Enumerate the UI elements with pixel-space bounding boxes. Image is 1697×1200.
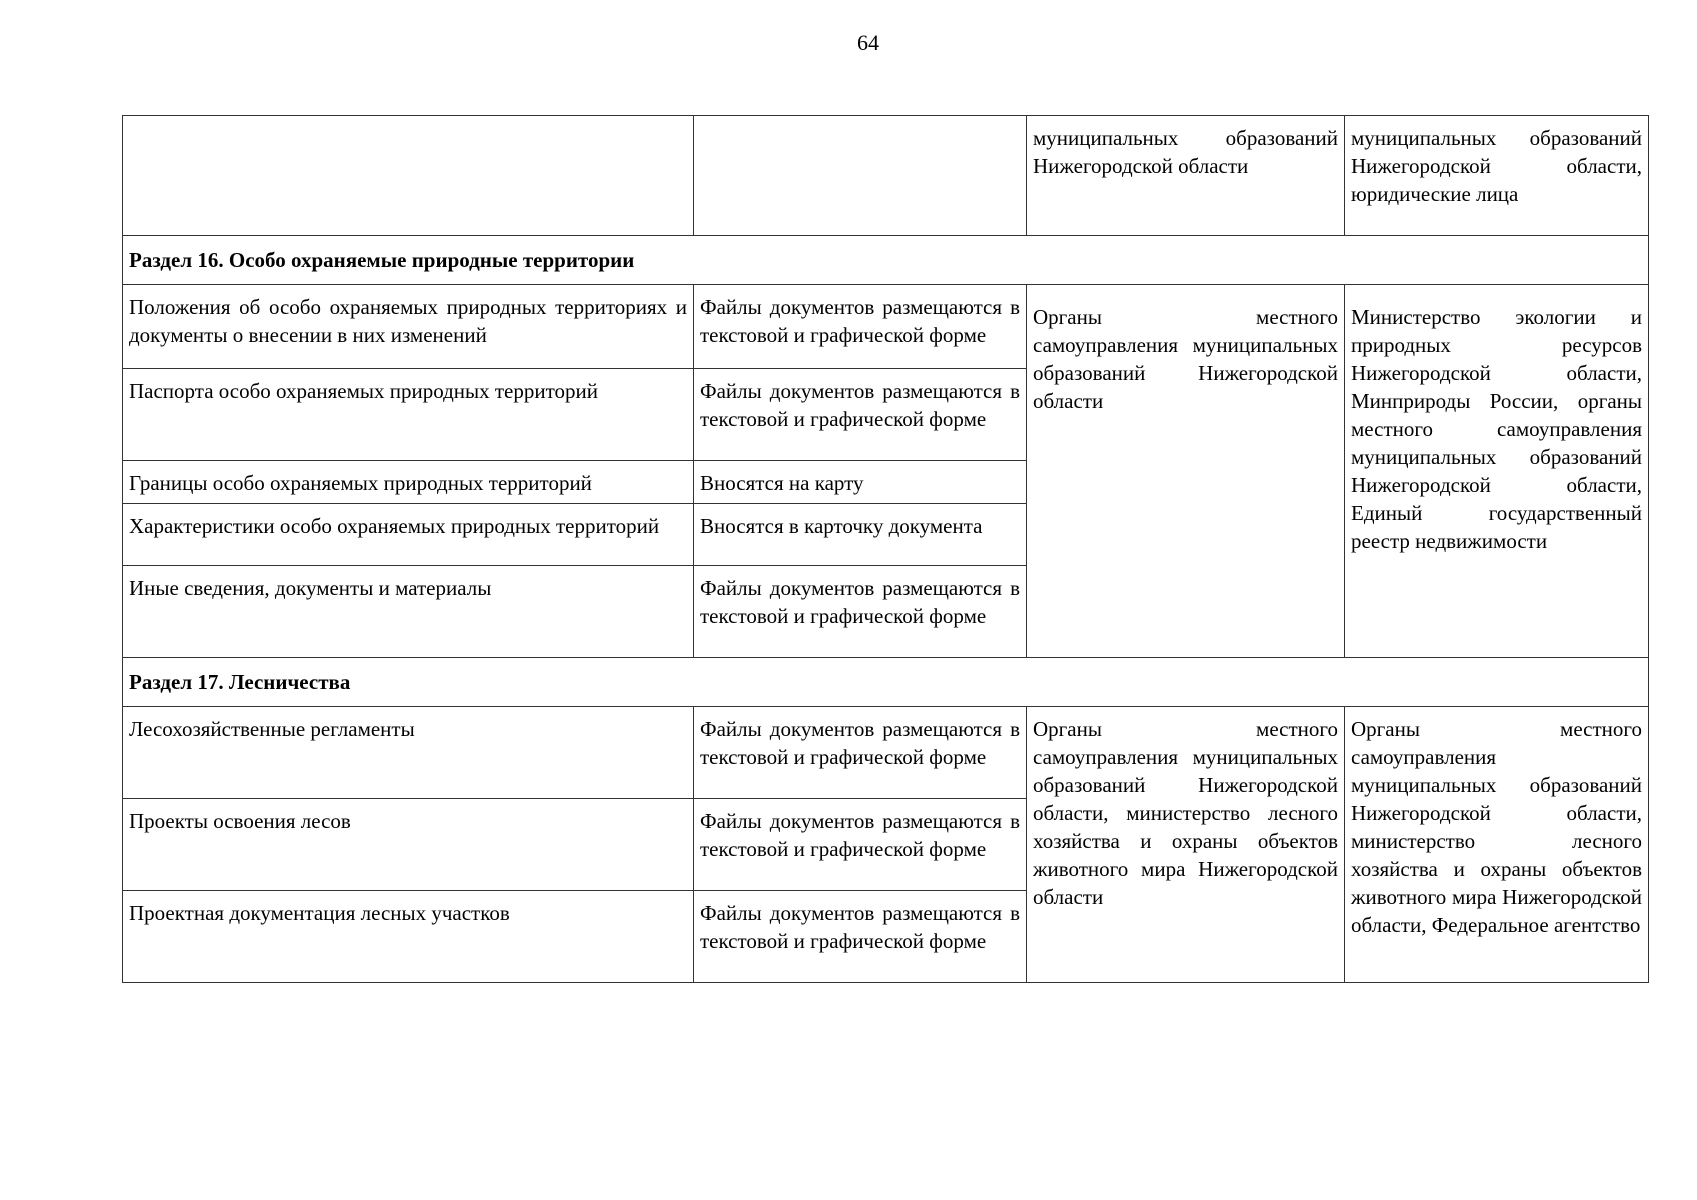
section-title: Раздел 16. Особо охраняемые природные территории (123, 236, 1649, 285)
cell-format: Вносятся на карту (694, 461, 1027, 504)
section-header-row (123, 658, 1649, 707)
cell-sources: Органы местного самоуправления муниципальных образований Нижегородской области, министерство лесного хозяйства и охраны объектов животного мира Нижегородской области, Федеральное агентство (1345, 707, 1649, 983)
cell-format: Файлы документов размещаются в текстовой и графической форме (694, 891, 1027, 983)
cell-sources: Министерство экологии и природных ресурсов Нижегородской области, Минприроды России, органы местного самоуправления муниципальных образований Нижегородской области, Единый государственный реестр недвижимости (1345, 285, 1649, 658)
table-row (123, 285, 1649, 369)
continuation-row (123, 116, 1649, 236)
table-row (123, 707, 1649, 799)
cell-item: Проекты освоения лесов (123, 799, 694, 891)
cell-format: Файлы документов размещаются в текстовой и графической форме (694, 285, 1027, 369)
cell-format: Файлы документов размещаются в текстовой и графической форме (694, 799, 1027, 891)
cell-format: Файлы документов размещаются в текстовой и графической форме (694, 369, 1027, 461)
page-number: 64 (857, 30, 879, 55)
cell-holder: муниципальных образований Нижегородской области (1027, 116, 1345, 236)
cell-item (123, 116, 694, 236)
section-title: Раздел 17. Лесничества (123, 658, 1649, 707)
cell-item: Границы особо охраняемых природных территорий (123, 461, 694, 504)
cell-item: Паспорта особо охраняемых природных территорий (123, 369, 694, 461)
cell-holder: Органы местного самоуправления муниципальных образований Нижегородской области (1027, 285, 1345, 658)
cell-item: Иные сведения, документы и материалы (123, 566, 694, 658)
cell-format: Файлы документов размещаются в текстовой и графической форме (694, 566, 1027, 658)
cell-format: Вносятся в карточку документа (694, 504, 1027, 566)
cell-item: Характеристики особо охраняемых природных территорий (123, 504, 694, 566)
cell-item: Лесохозяйственные регламенты (123, 707, 694, 799)
cell-format: Файлы документов размещаются в текстовой и графической форме (694, 707, 1027, 799)
document-table (122, 115, 1649, 983)
cell-format (694, 116, 1027, 236)
cell-holder: Органы местного самоуправления муниципальных образований Нижегородской области, министерство лесного хозяйства и охраны объектов животного мира Нижегородской области (1027, 707, 1345, 983)
cell-item: Проектная документация лесных участков (123, 891, 694, 983)
section-header-row (123, 236, 1649, 285)
cell-sources: муниципальных образований Нижегородской области, юридические лица (1345, 116, 1649, 236)
cell-item: Положения об особо охраняемых природных территориях и документы о внесении в них изменений (123, 285, 694, 369)
